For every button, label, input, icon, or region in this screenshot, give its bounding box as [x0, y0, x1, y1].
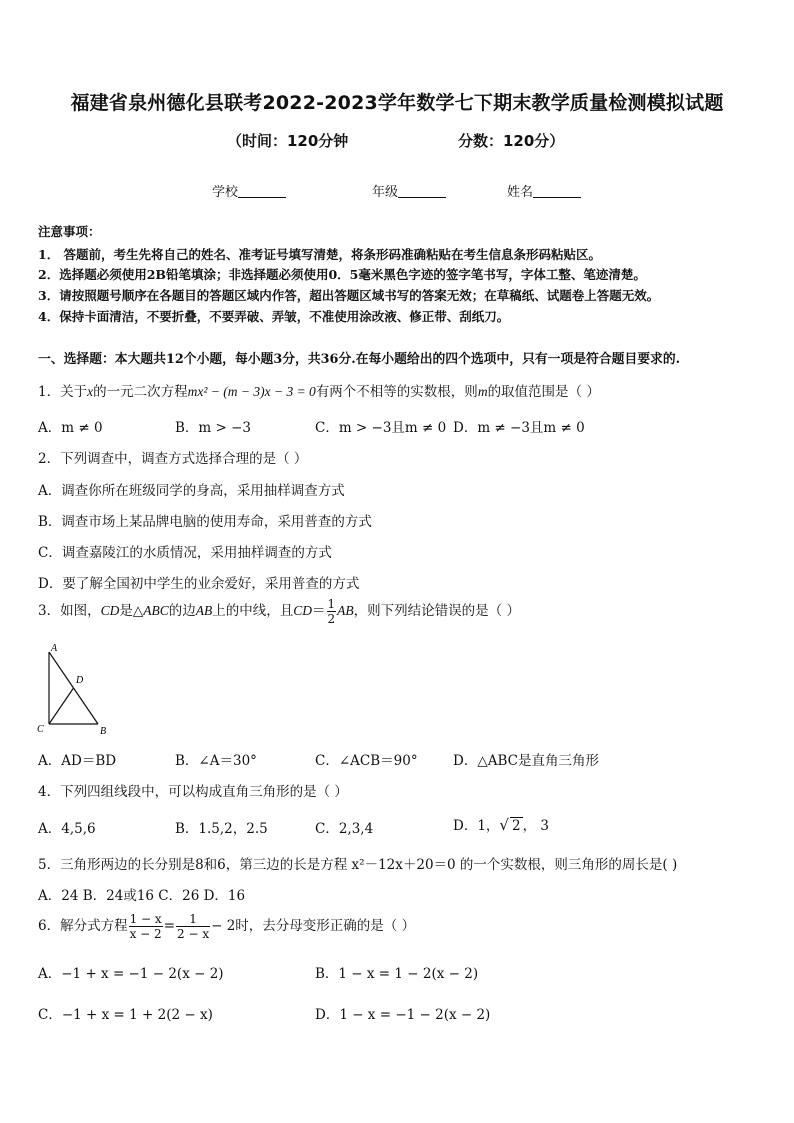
fraction-numerator: 1: [327, 597, 336, 611]
q4-option-d[interactable]: [453, 814, 549, 834]
q3-text: 是: [119, 603, 133, 619]
notes-heading: 注意事项：: [38, 224, 101, 239]
q4-option-c[interactable]: C．2,3,4: [315, 821, 374, 837]
fraction-denominator: 2 − x: [177, 927, 210, 941]
vertex-label-b: B: [100, 726, 107, 737]
q1-text: 的取值范围是（ ）: [487, 384, 600, 400]
q1-text: 的一元二次方程: [93, 384, 188, 400]
grade-blank[interactable]: [398, 184, 446, 198]
q5-options[interactable]: A．24 B．24或16 C．26 D．16: [38, 888, 246, 904]
fraction-denominator: x − 2: [129, 927, 162, 941]
q1-var-x: x: [87, 384, 94, 399]
question-4: 4．下列四组线段中，可以构成直角三角形的是（ ）: [38, 784, 348, 800]
section-heading: 一、选择题：本大题共12个小题，每小题3分，共36分.在每小题给出的四个选项中，只有一项是符合题目要求的.: [38, 352, 681, 367]
vertex-label-c: C: [37, 724, 44, 735]
median-cd: [49, 688, 74, 724]
question-6: [38, 913, 415, 940]
q1-option-a[interactable]: A．m ≠ 0: [38, 420, 103, 436]
q2-option-a[interactable]: A．调查你所在班级同学的身高，采用抽样调查方式: [38, 483, 345, 499]
q3-fraction: [327, 598, 337, 625]
q3-text: 3．如图，: [38, 603, 101, 619]
school-field: [212, 181, 286, 200]
exam-score: 分数：120分）: [458, 132, 565, 150]
q6-option-b[interactable]: B．1 − x = 1 − 2(x − 2): [315, 966, 479, 982]
name-label: 姓名: [507, 185, 534, 200]
q3-ab: AB: [195, 603, 213, 618]
q3-text: ，则下列结论错误的是（ ）: [353, 603, 520, 619]
name-blank[interactable]: [533, 184, 581, 198]
question-1: [38, 380, 600, 400]
q1-option-c[interactable]: C．m > −3且m ≠ 0: [315, 420, 447, 436]
note-item: 4．保持卡面清洁，不要折叠，不要弄破、弄皱，不准使用涂改液、修正带、刮纸刀。: [38, 309, 510, 324]
q3-equals: ＝: [312, 603, 326, 619]
q1-option-d[interactable]: D．m ≠ −3且m ≠ 0: [453, 420, 585, 436]
note-item: 1． 答题前，考生先将自己的姓名、准考证号填写清楚，将条形码准确粘贴在考生信息条形码粘贴区。: [38, 247, 602, 262]
q6-fraction-right: [176, 913, 210, 940]
q6-option-c[interactable]: C．−1 + x = 1 + 2(2 − x): [38, 1007, 213, 1023]
q6-text: − 2时，去分母变形正确的是（ ）: [211, 918, 416, 934]
q3-option-a[interactable]: A．AD＝BD: [38, 753, 117, 769]
q6-fraction-left: [129, 913, 163, 940]
q3-option-c[interactable]: C．∠ACB＝90°: [315, 753, 418, 769]
q3-option-d[interactable]: D．△ABC是直角三角形: [453, 753, 599, 769]
q1-option-b[interactable]: B．m > −3: [175, 420, 252, 436]
q4-d-radicand: 2: [511, 818, 521, 834]
question-5: 5．三角形两边的长分别是8和6，第三边的长是方程 x²－12x＋20＝0 的一个实数根，则三角形的周长是( ): [38, 857, 678, 873]
q3-cd: CD: [293, 603, 313, 618]
vertex-label-d: D: [76, 675, 84, 686]
q2-option-b[interactable]: B．调查市场上某品牌电脑的使用寿命，采用普查的方式: [38, 514, 372, 530]
note-item: 2．选择题必须使用2B铅笔填涂；非选择题必须使用0．5毫米黑色字迹的签字笔书写，字体工整、笔迹清楚。: [38, 267, 646, 282]
q4-option-b[interactable]: B．1.5,2，2.5: [175, 821, 268, 837]
q1-var-m: m: [477, 384, 488, 399]
q6-text: 6．解分式方程: [38, 918, 128, 934]
grade-field: [372, 181, 446, 200]
fraction-denominator: 2: [327, 612, 336, 626]
note-item: 3．请按照题号顺序在各题目的答题区域内作答，超出答题区域书写的答案无效；在草稿纸、试题卷上答题无效。: [38, 288, 660, 303]
grade-label: 年级: [372, 185, 399, 200]
q4-d-text: ， 3: [522, 818, 549, 834]
triangle-figure: [34, 642, 114, 738]
school-blank[interactable]: [238, 184, 286, 198]
q4-d-text: D．1，: [453, 818, 500, 834]
page-title: 福建省泉州德化县联考2022-2023学年数学七下期末教学质量检测模拟试题: [70, 92, 724, 114]
school-label: 学校: [212, 185, 239, 200]
q6-equals: =: [163, 918, 175, 934]
q3-triangle: △ABC: [132, 603, 169, 618]
exam-time: （时间：120分钟: [227, 132, 349, 150]
question-2: 2．下列调查中，调查方式选择合理的是（ ）: [38, 451, 308, 467]
fraction-numerator: 1 − x: [129, 912, 162, 926]
fraction-numerator: 1: [176, 913, 210, 927]
q1-text: 1．关于: [38, 384, 88, 400]
q1-text: 有两个不相等的实数根，则: [315, 384, 478, 400]
question-3: [38, 598, 520, 625]
q3-cd: CD: [100, 603, 120, 618]
q1-equation: mx² − (m − 3)x − 3 = 0: [187, 384, 316, 399]
q3-option-b[interactable]: B．∠A＝30°: [175, 753, 257, 769]
q6-option-a[interactable]: A．−1 + x = −1 − 2(x − 2): [38, 966, 224, 982]
q3-text: 的边: [168, 603, 196, 619]
q6-option-d[interactable]: D．1 − x = −1 − 2(x − 2): [315, 1007, 491, 1023]
q3-text: 上的中线，且: [212, 603, 294, 619]
name-field: [507, 181, 581, 200]
q4-option-a[interactable]: A．4,5,6: [38, 821, 96, 837]
vertex-label-a: A: [51, 643, 58, 654]
sqrt-icon: √: [499, 816, 509, 834]
q2-option-c[interactable]: C．调查嘉陵江的水质情况，采用抽样调查的方式: [38, 545, 332, 561]
q2-option-d[interactable]: D．要了解全国初中学生的业余爱好，采用普查的方式: [38, 576, 360, 592]
q3-ab: AB: [337, 603, 354, 618]
